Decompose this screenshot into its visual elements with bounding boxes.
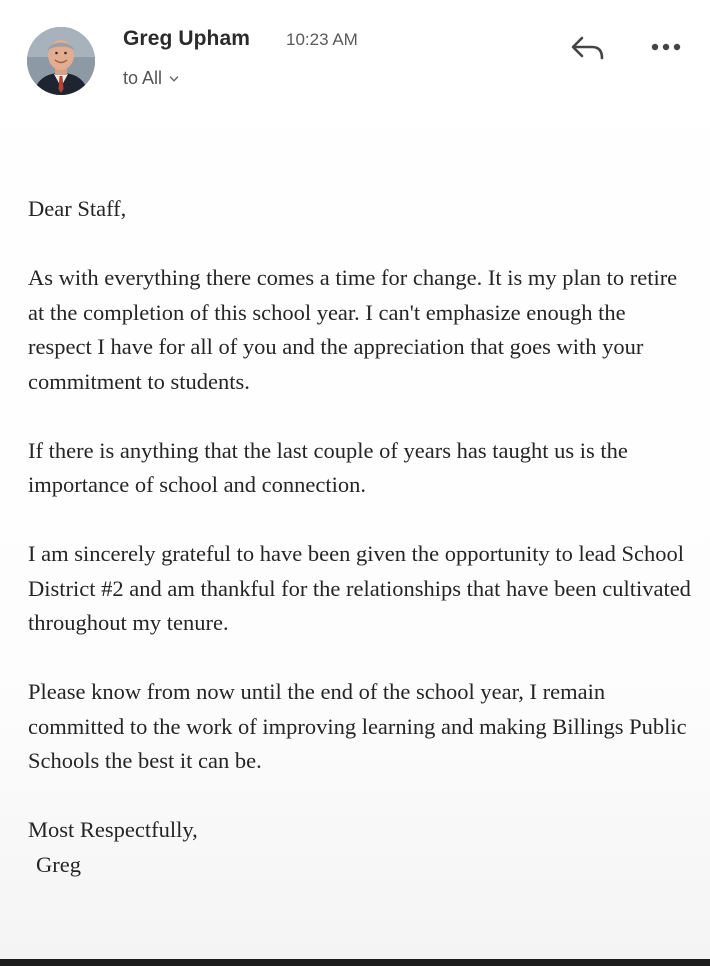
salutation: Dear Staff, (28, 196, 127, 221)
sender-name[interactable]: Greg Upham (123, 27, 251, 50)
signature: Greg (36, 851, 81, 877)
sent-time: 10:23 AM (286, 30, 358, 49)
reply-button[interactable] (566, 30, 610, 66)
bottom-bar (0, 959, 710, 966)
closing: Most Respectfully, (28, 817, 198, 842)
paragraph-1: As with everything there comes a time for change. It is my plan to retire at the completion of this school year. I can't emphasize enough the respect I have for all of you and the appreciation that goes with your commitment to students. (28, 265, 678, 394)
recipients-label: to All (123, 68, 163, 88)
reply-icon (566, 30, 610, 66)
more-options-button[interactable] (646, 34, 686, 60)
more-horizontal-icon (646, 34, 686, 60)
paragraph-4: Please know from now until the end of the school year, I remain committed to the work of improving learning and making Billings Public Schools the best it can be. (28, 679, 687, 773)
email-body (28, 192, 692, 882)
chevron-down-icon (169, 74, 179, 84)
paragraph-2: If there is anything that the last couple of years has taught us is the importance of school and connection. (28, 437, 628, 497)
avatar-photo (27, 27, 95, 95)
paragraph-3: I am sincerely grateful to have been given the opportunity to lead School District #2 and am thankful for the relationships that have been cultivated throughout my tenure. (28, 541, 691, 635)
sender-avatar[interactable] (27, 27, 95, 95)
email-header (0, 0, 710, 110)
recipients-dropdown[interactable] (123, 68, 179, 89)
